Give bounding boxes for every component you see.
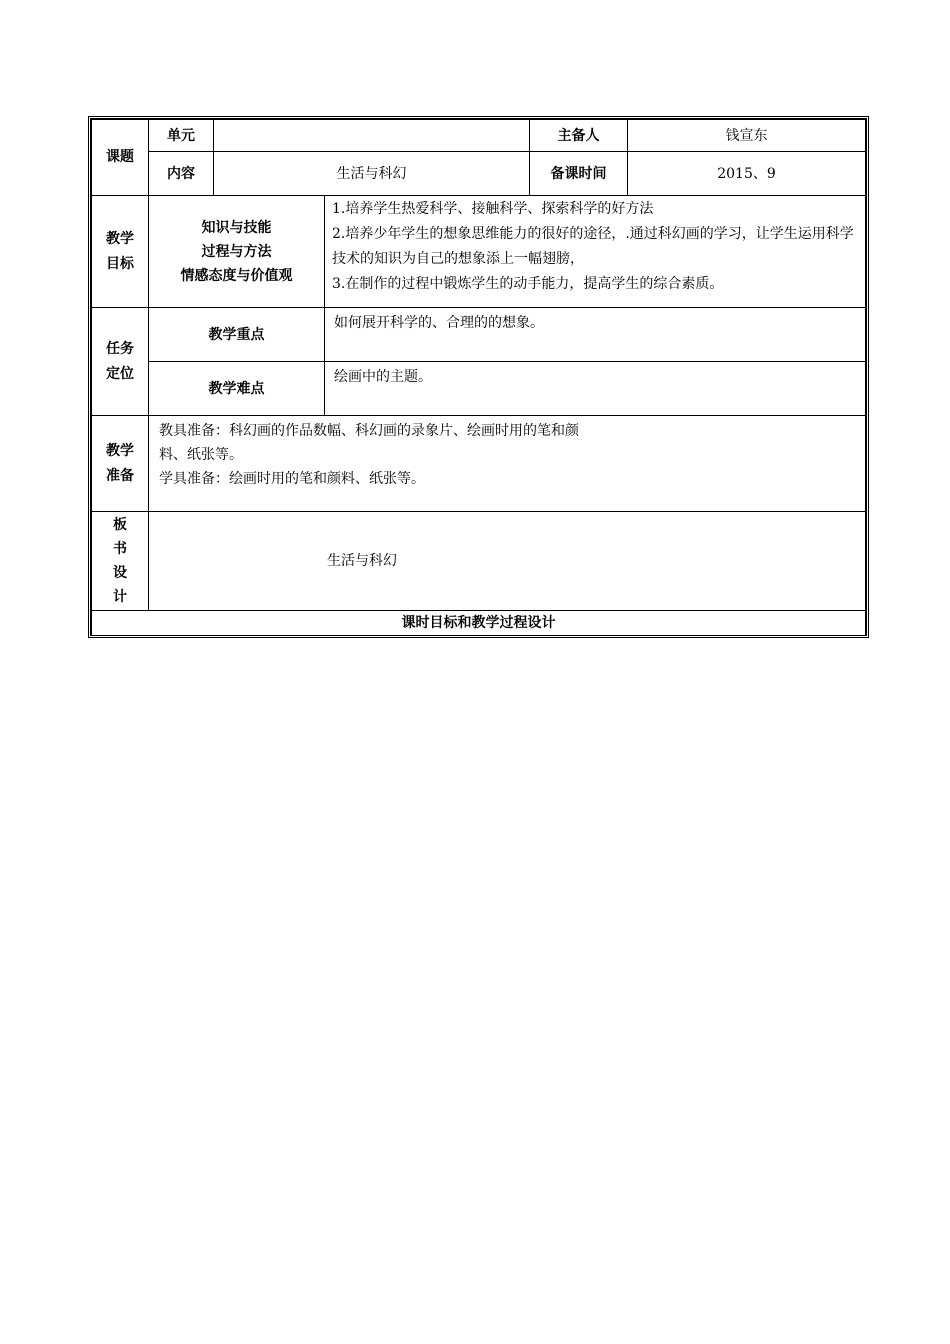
board-value: 生活与科幻 — [149, 512, 866, 611]
goal-dimension: 知识与技能 — [201, 219, 272, 236]
key-point-value: 如何展开科学的、合理的的想象。 — [325, 308, 866, 362]
unit-label: 单元 — [149, 120, 214, 152]
task-label: 任务 定位 — [92, 308, 149, 416]
goal-items — [325, 196, 866, 308]
board-label: 板 书 设 计 — [92, 512, 149, 611]
keti-label: 课题 — [92, 120, 149, 196]
goal-dimensions — [149, 196, 325, 308]
goal-item: 2.培养少年学生的想象思维能力的很好的途径，.通过科幻画的学习，让学生运用科学技术的知识为自己的想象添上一幅翅膀， — [332, 226, 854, 267]
preparer-label: 主备人 — [530, 120, 628, 152]
prep-content — [149, 416, 866, 512]
goal-item: 1.培养学生热爱科学、接触科学、探索科学的好方法 — [332, 201, 654, 217]
prep-label: 教学 准备 — [92, 416, 149, 512]
goal-label: 教学 目标 — [92, 196, 149, 308]
unit-value — [214, 120, 530, 152]
prep-time-value: 2015、9 — [628, 152, 866, 196]
content-label: 内容 — [149, 152, 214, 196]
goal-item: 3.在制作的过程中锻炼学生的动手能力，提高学生的综合素质。 — [332, 276, 724, 292]
prep-line: 教具准备：科幻画的作品数幅、科幻画的录象片、绘画时用的笔和颜 — [159, 423, 579, 439]
difficulty-label: 教学难点 — [149, 362, 325, 416]
goal-dimension: 过程与方法 — [201, 243, 272, 260]
section-footer: 课时目标和教学过程设计 — [92, 611, 866, 636]
prep-line: 学具准备：绘画时用的笔和颜料、纸张等。 — [159, 471, 425, 487]
prep-time-label: 备课时间 — [530, 152, 628, 196]
difficulty-value: 绘画中的主题。 — [325, 362, 866, 416]
content-value: 生活与科幻 — [214, 152, 530, 196]
lesson-plan-table — [91, 119, 866, 636]
prep-line: 料、纸张等。 — [159, 447, 243, 463]
goal-dimension: 情感态度与价值观 — [180, 267, 293, 284]
preparer-value: 钱宣东 — [628, 120, 866, 152]
key-point-label: 教学重点 — [149, 308, 325, 362]
